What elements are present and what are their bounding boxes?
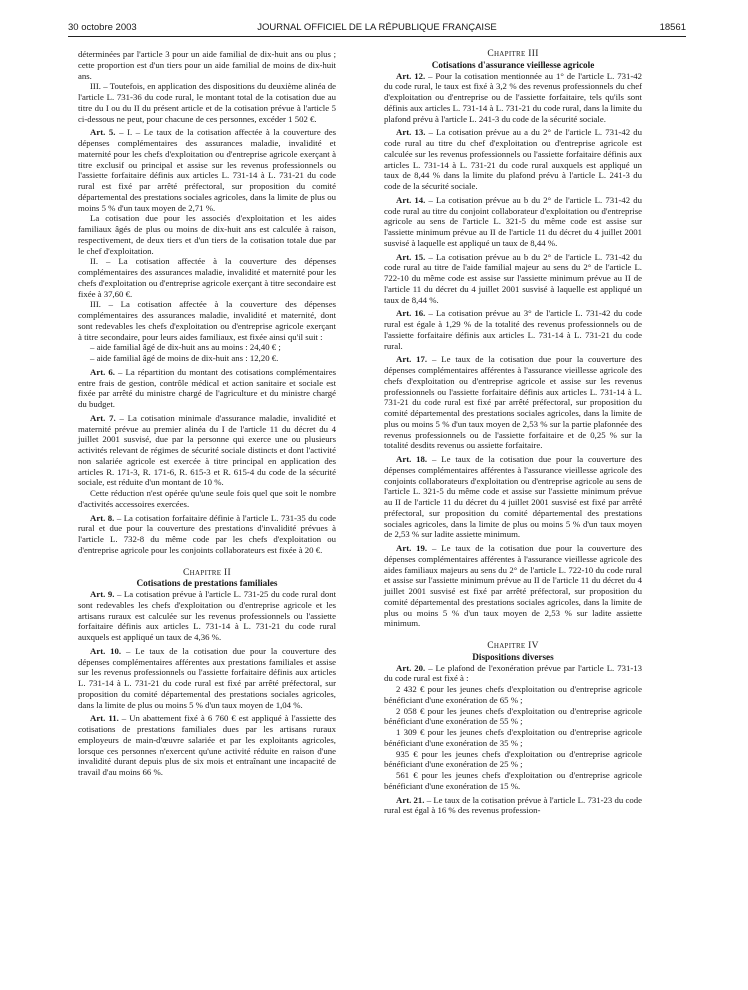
article-8 — [78, 513, 336, 556]
article-number: Art. 19. — [396, 543, 428, 553]
article-15 — [384, 252, 642, 306]
article-number: Art. 12. — [396, 70, 426, 81]
article-number: Art. 6. — [90, 366, 115, 377]
chapter-heading: Chapitre III — [487, 49, 539, 59]
article-10 — [78, 646, 336, 711]
paragraph: La cotisation due pour les associés d'exploitation et les aides familiaux âgés de plus ou moins de dix-huit ans est calculée à raison, respectivement, de deux tiers et d'un tiers de la cotisation totale due par le chef d'exploitation. — [78, 213, 336, 256]
list-item: 2 058 € pour les jeunes chefs d'exploitation ou d'entreprise agricole bénéficiant d'une exonération de 55 % ; — [384, 705, 642, 727]
left-column — [78, 49, 336, 778]
article-18 — [384, 454, 642, 540]
article-21 — [384, 795, 642, 817]
list-item: 561 € pour les jeunes chefs d'exploitation ou d'entreprise agricole bénéficiant d'une exonération de 15 %. — [384, 770, 642, 791]
article-text: – Pour la cotisation mentionnée au 1° de l'article L. 731-42 du code rural, le taux est fixé à 3,2 % des revenus professionnels du chef d'exploitation ou d'entreprise ou de l'assiette forfaitaire, tels qu'ils sont définis aux articles L. 731-14 à L. 731-21 du code rural, dans la limite du plafond prévu à l'article L. 241-3 du code de la sécurité sociale. — [384, 70, 642, 124]
page-header — [68, 20, 686, 37]
article-text: – La cotisation prévue à l'article L. 731-25 du code rural dont sont redevables les chefs d'exploitation ou d'entreprise agricole et les artisans ruraux est calculée sur les revenus professionnels ou l'assiette forfaitaire définis aux articles L. 731-14 à L. 731-21 du code rural auxquels est appliqué un taux de 4,36 %. — [78, 589, 337, 642]
header-page-number: 18561 — [659, 22, 686, 33]
article-text: – La cotisation prévue au b du 2° de l'article L. 731-42 du code rural au titre de l'aide familial majeur au sens du 2° de l'article L. 722-10 du même code est assise sur l'assiette minimum prévue au II de l'article 11 du décret du 4 juillet 2001 susvisé à laquelle est appliqué un taux de 8,44 %. — [384, 251, 642, 305]
chapter-heading: Chapitre IV — [487, 641, 539, 651]
paragraph: déterminées par l'article 3 pour un aide familial de dix-huit ans ou plus ; cette proportion est d'un tiers pour un aide familial de moins de dix-huit ans. — [78, 49, 336, 81]
paragraph: Cette réduction n'est opérée qu'une seule fois quel que soit le nombre d'activités accessoires exercées. — [78, 488, 336, 509]
article-number: Art. 21. — [396, 794, 425, 805]
article-text: – La cotisation prévue au 3° de l'article L. 731-42 du code rural est égale à 1,29 % de la totalité des revenus professionnels ou de l'assiette forfaitaire définis aux articles L. 731-14 à L. 731-21 du code rural. — [384, 308, 642, 351]
article-text: – La cotisation prévue au a du 2° de l'article L. 731-42 du code rural au titre du chef d'exploitation ou d'entreprise agricole est calculée sur les revenus professionnels ou l'assiette forfaitaire définis aux articles L. 731-14 à L. 731-21 du code rural auxquels est appliqué un taux de 8,44 % dans la limite du plafond prévu à l'article L. 241-3 du code de la sécurité sociale. — [384, 127, 642, 191]
article-13 — [384, 127, 642, 192]
chapter-title: Dispositions diverses — [472, 651, 554, 662]
chapter-title: Cotisations de prestations familiales — [136, 578, 278, 589]
article-text: – Le taux de la cotisation due pour la couverture des dépenses complémentaires afférentes à l'assurance vieillesse agricole des aides familiaux majeurs au sens du 2° de l'article L. 722-10 du code rural et assise sur l'assiette minimum prévue au II de l'article 11 du décret du 4 juillet 2001 susvisé est fixé par arrêté préfectoral, sur proposition du comité départemental des prestations sociales agricoles, dans la limite de plus ou moins 5 % d'un taux moyen de 2,53 % sur ladite assiette minimum. — [384, 543, 643, 629]
article-6 — [78, 367, 336, 410]
article-text: – La cotisation minimale d'assurance maladie, invalidité et maternité prévue au premier alinéa du I de l'article 11 du décret du 4 juillet 2001 susvisé, due par la personne qui exerce une ou plusieurs activités relevant de régimes de sécurité sociale distincts et dont l'activité non salariée agricole est exercée à titre principal en application des articles R. 171-3, R. 171-6, R. 615-3 et R. 615-4 du code de la sécurité sociale, est réduite d'un montant de 10 %. — [78, 412, 336, 488]
right-column — [384, 49, 642, 816]
article-number: Art. 9. — [90, 589, 115, 599]
article-number: Art. 8. — [90, 512, 115, 523]
list-item: 935 € pour les jeunes chefs d'exploitation ou d'entreprise agricole bénéficiant d'une exonération de 25 % ; — [384, 748, 642, 770]
article-number: Art. 14. — [396, 194, 426, 205]
article-text: – La répartition du montant des cotisations complémentaires entre frais de gestion, contrôle médical et action sanitaire et sociale est fixée par arrêté du ministre chargé de l'agriculture et du ministre chargé du budget. — [78, 366, 336, 409]
article-number: Art. 5. — [90, 127, 116, 138]
chapter-heading: Chapitre II — [183, 567, 231, 578]
paragraph: III. – La cotisation affectée à la couverture des dépenses complémentaires des assurances maladie, invalidité et maternité, dont sont redevables les chefs d'exploitation ou d'entreprise agricole exerçant à titre secondaire, pour leurs aides familiaux, est fixée ainsi qu'il suit : — [78, 299, 336, 342]
article-text: – Le taux de la cotisation due pour la couverture des dépenses complémentaires afférentes à l'assurance vieillesse agricole des conjoints collaborateurs d'exploitation ou d'entreprise agricole au sens de l'article L. 321-5 du même code et assise sur l'assiette minimum prévue au II de l'article 11 du décret du 4 juillet 2001 susvisé est fixé par arrêté préfectoral, sur proposition du comité départemental des prestations sociales agricoles, dans la limite de plus ou moins 5 % d'un taux moyen de 2,53 % sur ladite assiette minimum. — [384, 454, 643, 540]
header-journal-title: JOURNAL OFFICIEL DE LA RÉPUBLIQUE FRANÇAISE — [257, 22, 497, 33]
list-item: – aide familial âgé de moins de dix-huit ans : 12,20 €. — [90, 353, 279, 363]
article-11 — [78, 713, 336, 778]
article-17 — [384, 354, 642, 451]
paragraph: III. – Toutefois, en application des dispositions du deuxième alinéa de l'article L. 731-36 du code rural, le montant total de la cotisation due au titre du I ou du II du présent article et de la cotisation prévue à l'article 5 ci-dessous ne peut, pour chacune de ces personnes, excéder 1 502 €. — [78, 81, 336, 124]
article-number: Art. 17. — [396, 354, 428, 365]
chapter-title: Cotisations d'assurance vieillesse agricole — [431, 59, 595, 70]
article-9 — [78, 589, 336, 643]
list-item: 2 432 € pour les jeunes chefs d'exploitation ou d'entreprise agricole bénéficiant d'une exonération de 65 % ; — [384, 684, 642, 705]
article-12 — [384, 71, 642, 125]
list-item: – aide familial âgé de dix-huit ans au moins : 24,40 € ; — [90, 342, 281, 353]
article-16 — [384, 308, 642, 351]
article-number: Art. 16. — [396, 308, 426, 319]
article-text: – Le taux de la cotisation prévue à l'article L. 731-23 du code rural est égal à 16 % des revenus profession- — [384, 794, 642, 816]
article-number: Art. 13. — [396, 127, 426, 138]
article-number: Art. 15. — [396, 251, 426, 262]
article-number: Art. 20. — [396, 662, 426, 673]
article-text: – La cotisation forfaitaire définie à l'article L. 731-35 du code rural et due pour la couverture des prestations d'invalidité prévues à l'article L. 732-8 du même code par les chefs d'exploitation ou d'entreprise agricole pour les conjoints collaborateurs est fixée à 20 €. — [78, 512, 336, 555]
article-19 — [384, 543, 642, 629]
article-text: – La cotisation prévue au b du 2° de l'article L. 731-42 du code rural au titre du conjoint collaborateur d'exploitation ou d'entreprise agricole au sens de l'article L. 321-5 du même code est assise sur l'assiette minimum prévue au II de l'article 11 du décret du 4 juillet 2001 susvisé à laquelle est appliqué un taux de 8,44 %. — [384, 194, 642, 248]
article-number: Art. 18. — [396, 454, 428, 464]
article-text: – Le taux de la cotisation due pour la couverture des dépenses complémentaires afférentes à l'assurance vieillesse agricole des chefs d'exploitation ou d'entreprise agricole et assise sur les revenus professionnels ou l'assiette forfaitaire définis aux articles L. 731-14 à L. 731-21 du code rural est fixé par arrêté préfectoral, sur proposition du comité départemental des prestations sociales agricoles, dans la limite de plus ou moins 5 % d'un taux moyen de 2,53 % sur la partie plafonnée des revenus professionnels ou de l'assiette forfaitaire et de 0,25 % sur la totalité desdits revenus ou assiette forfaitaire. — [384, 354, 643, 451]
article-number: Art. 11. — [90, 713, 119, 724]
article-text: – Le taux de la cotisation due pour la couverture des dépenses complémentaires afférentes aux prestations familiales et assise sur les revenus professionnels ou l'assiette forfaitaire définis aux articles L. 731-14 à L. 731-21 du code rural est fixé par arrêté préfectoral, sur proposition du comité départemental des prestations sociales agricoles, dans la limite de plus ou moins 5 % d'un taux moyen de 1,04 %. — [78, 645, 337, 710]
article-14 — [384, 195, 642, 249]
article-text: – I. – Le taux de la cotisation affectée à la couverture des dépenses complémentaires des assurances maladie, invalidité et maternité pour les chefs d'exploitation ou d'entreprise agricole exerçant à titre exclusif ou principal et assise sur les revenus professionnels ou l'assiette forfaitaire définis aux articles L. 731-14 à L. 731-21 du code rural est fixé par arrêté préfectoral, sur proposition du comité départemental des prestations sociales agricoles, dans la limite de plus ou moins 5 % d'un taux moyen de 2,71 %. — [78, 127, 336, 213]
list-item: 1 309 € pour les jeunes chefs d'exploitation ou d'entreprise agricole bénéficiant d'une exonération de 35 % ; — [384, 727, 642, 748]
paragraph: II. – La cotisation affectée à la couverture des dépenses complémentaires des assurances maladie, invalidité et maternité pour les chefs d'exploitation ou d'entreprise agricole exerçant à titre secondaire est fixée à 37,60 €. — [78, 256, 337, 299]
article-7 — [78, 413, 336, 488]
article-text: – Un abattement fixé à 6 760 € est appliqué à l'assiette des cotisations de prestations familiales dues par les artisans ruraux employeurs de main-d'œuvre salariée et par les exploitants agricoles, lorsque ces personnes n'exercent qu'une activité réduite en raison d'une invalidité durant depuis plus de six mois et entraînant une incapacité de travail d'au moins 66 %. — [78, 713, 336, 777]
article-20 — [384, 663, 642, 685]
article-5 — [78, 127, 336, 213]
article-number: Art. 10. — [90, 645, 122, 656]
header-date: 30 octobre 2003 — [68, 22, 137, 33]
article-text: – Le plafond de l'exonération prévue par l'article L. 731-13 du code rural est fixé à : — [384, 662, 642, 684]
article-number: Art. 7. — [90, 412, 116, 423]
